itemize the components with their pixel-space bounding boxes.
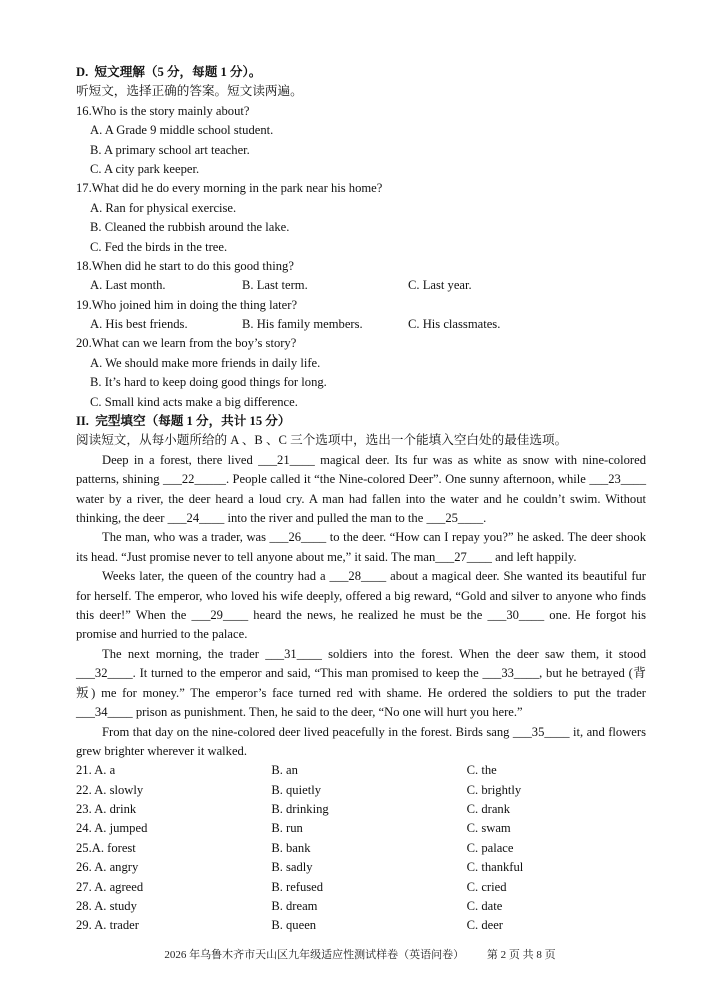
passage-paragraph-3: Weeks later, the queen of the country had a ___28____ about a magical deer. She wanted its beautiful fur for herself. The emperor, who loved his wife deeply, offered a big reward, “Gold and silver to anyone who finds this deer!” When the ___29____ heard the news, he realized he must be the ___30____ one. He forgot his promise and hurried to the palace. [76, 569, 646, 642]
option-20b: B. It’s hard to keep doing good things for long. [90, 375, 327, 390]
passage-paragraph-1: Deep in a forest, there lived ___21____ magical deer. Its fur was as white as snow with nine-colored patterns, shining ___22_____. People called it “the Nine-colored Deer”. One sunny afternoon, while ___23____ water by a river, the deer heard a loud cry. A man had fallen into the water and he couldn’t swim. Without thinking, the deer ___24____ into the river and pulled the man to the ___25____. [76, 452, 646, 526]
option-19b: B. His family members. [242, 317, 363, 332]
passage-paragraph-5: From that day on the nine-colored deer lived peacefully in the forest. Birds sang ___35____ it, and flowers grew brighter wherever it walked. [76, 724, 646, 758]
section-d-heading: D. 短文理解（5 分，每题 1 分）。 [76, 65, 262, 79]
answer-option-a: 28. A. study [76, 899, 137, 914]
answer-row [76, 839, 646, 858]
option-20c: C. Small kind acts make a big difference. [90, 394, 298, 409]
option-19c: C. His classmates. [408, 317, 501, 332]
answer-option-c: C. deer [466, 918, 503, 933]
answer-option-c: C. cried [466, 879, 507, 894]
answer-option-c: C. thankful [466, 860, 524, 875]
answer-option-b: B. sadly [271, 860, 313, 875]
option-17c: C. Fed the birds in the tree. [90, 239, 228, 254]
passage-paragraph-2: The man, who was a trader, was ___26____ to the deer. “How can I repay you?” he asked. The deer shook its head. “Just promise never to tell anyone about me,” it said. The man___27____ and left happily. [76, 530, 646, 564]
option-18b: B. Last term. [242, 278, 308, 293]
answer-option-b: B. drinking [271, 802, 329, 817]
answer-row [76, 916, 646, 935]
answer-option-c: C. the [466, 763, 497, 778]
option-16b: B. A primary school art teacher. [90, 142, 250, 157]
question-20: 20.What can we learn from the boy’s story? [76, 336, 297, 351]
answer-row [76, 761, 646, 780]
question-16: 16.Who is the story mainly about? [76, 103, 250, 118]
option-18c: C. Last year. [408, 278, 472, 293]
answer-option-b: B. dream [271, 899, 318, 914]
answer-option-a: 24. A. jumped [76, 821, 148, 836]
answer-option-a: 22. A. slowly [76, 782, 144, 797]
option-17b: B. Cleaned the rubbish around the lake. [90, 220, 290, 235]
answer-option-a: 29. A. trader [76, 918, 139, 933]
answer-option-b: B. an [271, 763, 298, 778]
answer-option-a: 25.A. forest [76, 840, 136, 855]
question-19: 19.Who joined him in doing the thing later? [76, 297, 298, 312]
footer-exam-title: 2026 年乌鲁木齐市天山区九年级适应性测试样卷（英语问卷） [164, 949, 465, 961]
question-17: 17.What did he do every morning in the park near his home? [76, 181, 383, 196]
answer-option-a: 23. A. drink [76, 802, 137, 817]
answer-option-a: 27. A. agreed [76, 879, 144, 894]
option-18a: A. Last month. [90, 278, 166, 293]
option-16a: A. A Grade 9 middle school student. [90, 123, 274, 138]
answer-row [76, 819, 646, 838]
section-ii-instruction: 阅读短文，从每小题所给的 A 、B 、C 三个选项中，选出一个能填入空白处的最佳选项。 [76, 433, 568, 448]
answer-option-a: 26. A. angry [76, 860, 139, 875]
passage-paragraph-4: The next morning, the trader ___31____ soldiers into the forest. When the deer saw them, it stood ___32____. It turned to the emperor and said, “This man promised to keep the ___33____, but he betrayed (背叛) me for money.” The emperor’s face turned red with shame. He ordered the soldiers to put the trader ___34____ prison as punishment. Then, he said to the deer, “No one will hurt you here.” [76, 646, 646, 720]
answer-row [76, 781, 646, 800]
answer-option-a: 21. A. a [76, 763, 116, 778]
options-19 [76, 315, 646, 334]
answer-options-list [76, 761, 646, 936]
answer-option-c: C. palace [466, 840, 514, 855]
options-18 [76, 276, 646, 295]
answer-option-c: C. drank [466, 802, 510, 817]
option-16c: C. A city park keeper. [90, 161, 200, 176]
footer-page-number: 第 2 页 共 8 页 [486, 949, 556, 961]
answer-option-b: B. bank [271, 840, 311, 855]
option-17a: A. Ran for physical exercise. [90, 200, 237, 215]
page-content [76, 63, 646, 936]
page-footer [0, 946, 720, 965]
answer-option-b: B. refused [271, 879, 324, 894]
answer-option-c: C. date [466, 899, 503, 914]
question-18: 18.When did he start to do this good thing? [76, 258, 294, 273]
section-d-instruction: 听短文，选择正确的答案。短文读两遍。 [76, 84, 303, 99]
answer-option-b: B. quietly [271, 782, 321, 797]
section-ii-heading: II. 完型填空（每题 1 分，共计 15 分） [76, 414, 291, 429]
answer-option-b: B. queen [271, 918, 317, 933]
option-19a: A. His best friends. [90, 317, 188, 332]
answer-option-b: B. run [271, 821, 303, 836]
answer-row [76, 858, 646, 877]
answer-row [76, 897, 646, 916]
answer-option-c: C. brightly [466, 782, 522, 797]
answer-row [76, 800, 646, 819]
answer-option-c: C. swam [466, 821, 511, 836]
option-20a: A. We should make more friends in daily life. [90, 355, 321, 370]
answer-row [76, 878, 646, 897]
